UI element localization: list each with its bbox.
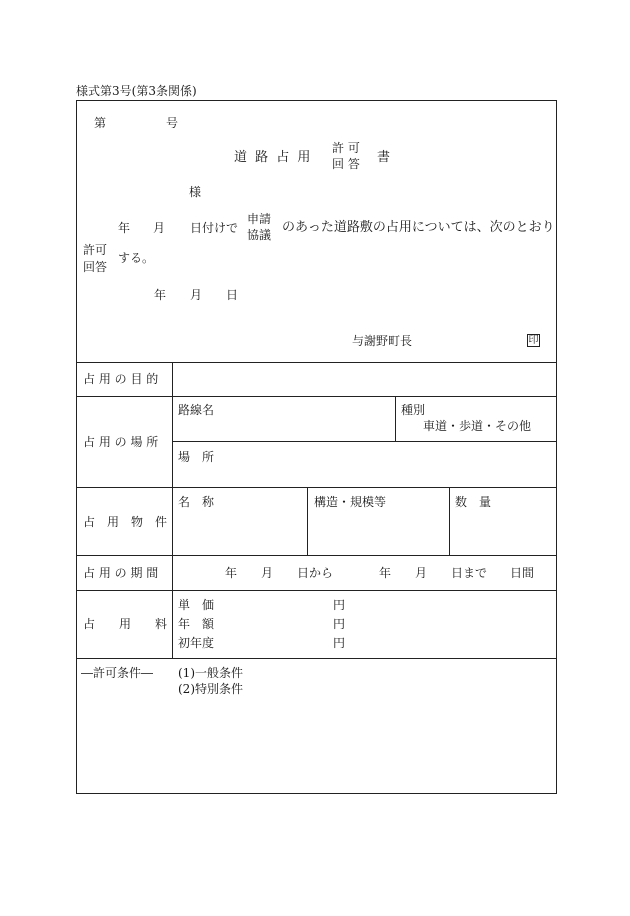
divider xyxy=(77,362,556,363)
request-type-apply: 申請 xyxy=(247,212,272,226)
form-code: 様式第3号(第3条関係) xyxy=(76,84,197,98)
issue-year: 年 xyxy=(154,288,167,302)
document-title: 道 路 占 用 xyxy=(234,150,313,165)
issuer-name: 与謝野町長 xyxy=(352,334,413,348)
first-year-yen: 円 xyxy=(333,636,346,650)
title-option-answer: 回 答 xyxy=(332,157,360,171)
request-type-consult: 協議 xyxy=(247,228,272,242)
divider xyxy=(172,441,556,442)
date-day-suffix: 日付けで xyxy=(190,221,239,235)
name-label: 名 称 xyxy=(178,495,215,509)
object-label: 占 用 物 件 xyxy=(83,515,168,529)
divider xyxy=(77,590,556,591)
issue-day: 日 xyxy=(226,288,239,302)
period-from: 日から xyxy=(297,566,334,580)
purpose-label: 占 用 の 目 的 xyxy=(83,372,159,386)
seal-mark: 印 xyxy=(528,335,539,346)
period-month-start: 月 xyxy=(261,566,274,580)
divider xyxy=(77,487,556,488)
route-name-label: 路線名 xyxy=(178,403,215,417)
period-year-start: 年 xyxy=(225,566,238,580)
divider xyxy=(77,555,556,556)
annual-label: 年 額 xyxy=(178,617,215,631)
divider xyxy=(77,396,556,397)
date-month: 月 xyxy=(153,221,166,235)
divider xyxy=(77,658,556,659)
period-month-end: 月 xyxy=(415,566,428,580)
addressee-honorific: 様 xyxy=(189,185,202,199)
body-text: のあった道路敷の占用については、次のとおり xyxy=(282,220,555,235)
annual-yen: 円 xyxy=(333,617,346,631)
result-answer: 回答 xyxy=(83,260,108,274)
period-label: 占 用 の 期 間 xyxy=(83,566,159,580)
structure-column-divider xyxy=(307,487,308,555)
unit-price-label: 単 価 xyxy=(178,598,215,612)
quantity-column-divider xyxy=(449,487,450,555)
structure-label: 構造・規模等 xyxy=(314,495,387,509)
title-suffix: 書 xyxy=(377,150,391,165)
issue-month: 月 xyxy=(190,288,203,302)
location-label: 占 用 の 場 所 xyxy=(83,435,159,449)
title-option-permit: 許 可 xyxy=(332,141,360,155)
quantity-label: 数 量 xyxy=(455,495,492,509)
result-permit: 許可 xyxy=(83,243,108,257)
number-suffix: 号 xyxy=(166,116,179,130)
unit-price-yen: 円 xyxy=(333,598,346,612)
kind-options: 車道・歩道・その他 xyxy=(423,419,532,433)
number-prefix: 第 xyxy=(94,116,107,130)
label-column-divider xyxy=(172,362,173,658)
first-year-label: 初年度 xyxy=(178,636,215,650)
kind-column-divider xyxy=(395,396,396,441)
conditions-heading: ―許可条件― xyxy=(81,666,154,680)
general-condition: (1)一般条件 xyxy=(178,666,243,680)
period-to: 日まで xyxy=(451,566,488,580)
special-condition: (2)特別条件 xyxy=(178,682,243,696)
period-year-end: 年 xyxy=(379,566,392,580)
place-label: 場 所 xyxy=(178,450,215,464)
kind-label: 種別 xyxy=(401,403,426,417)
period-days: 日間 xyxy=(510,566,535,580)
permit-form xyxy=(76,100,557,794)
fee-label: 占 用 料 xyxy=(83,617,168,631)
date-year: 年 xyxy=(118,221,131,235)
result-suru: する。 xyxy=(118,251,155,265)
